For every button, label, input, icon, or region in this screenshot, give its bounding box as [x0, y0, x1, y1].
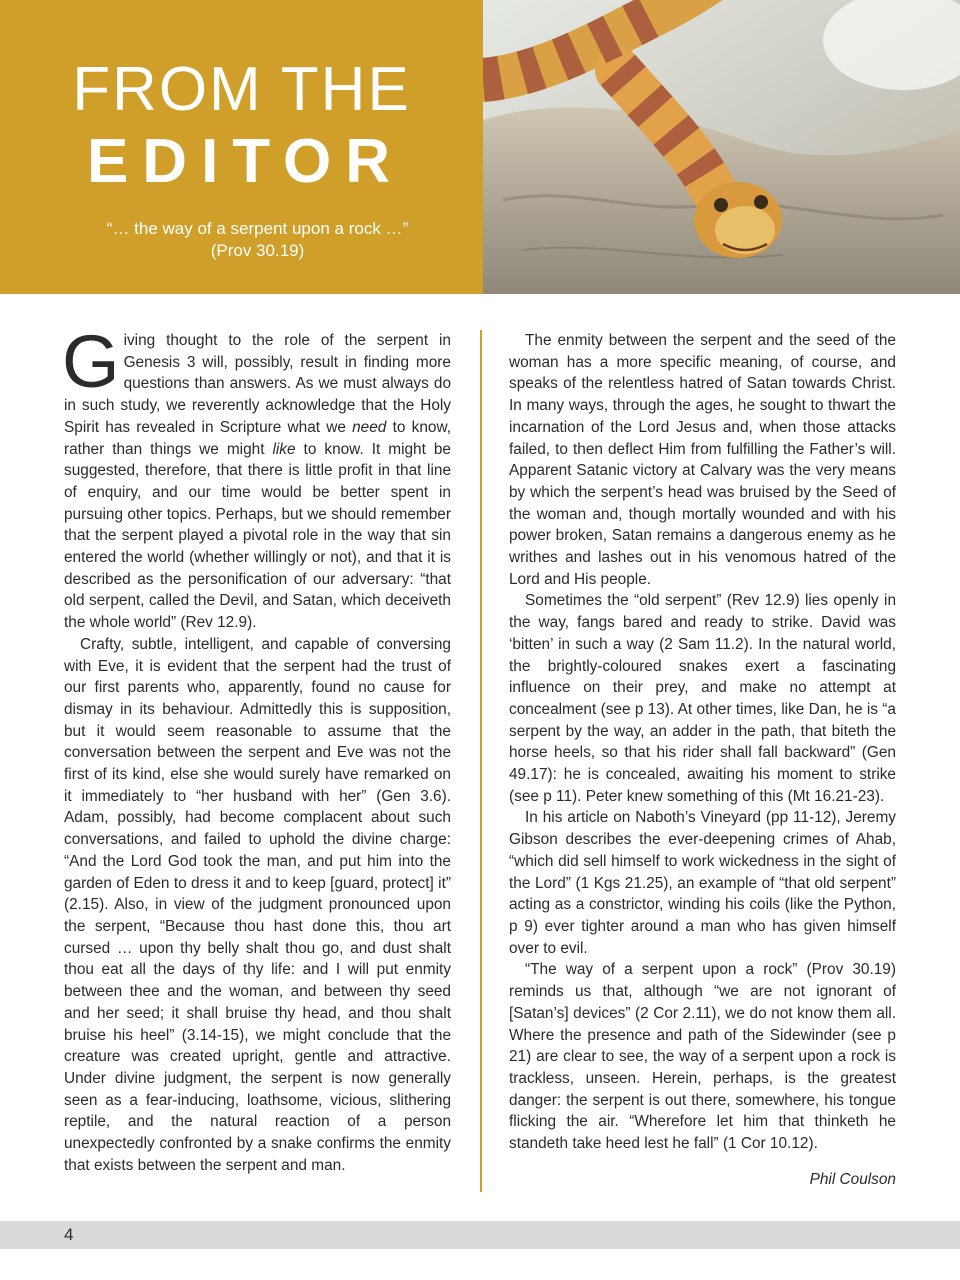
paragraph: Sometimes the “old serpent” (Rev 12.9) lies openly in the way, fangs bared and ready to strike. David was ‘bitten’ in such a way (2 Sam 11.2). In the natural world, the brightly-coloured snakes exert a fascinating influence on their prey, and make no attempt at concealment (see p 13). At other times, like Dan, he is “a serpent by the way, an adder in the path, that biteth the horse heels, so that his rider shall fall backward” (Gen 49.17): he is concealed, awaiting his moment to strike (see p 11). Peter knew something of this (Mt 16.21-23). — [509, 592, 896, 805]
footer-bar — [0, 1221, 960, 1249]
article-column-right — [509, 330, 896, 1190]
snake-on-rock-illustration — [483, 0, 960, 294]
quote-text: “… the way of a serpent upon a rock …” — [106, 219, 409, 238]
paragraph: “The way of a serpent upon a rock” (Prov 30.19) reminds us that, although “we are not ignorant of [Satan’s] devices” (2 Cor 2.11), we do not know them all. Where the presence and path of the Sidewinder (see p 21) are clear to see, the way of a serpent upon a rock is trackless, unseen. Herein, perhaps, is the greatest danger: the serpent is out there, somewhere, his tongue flicking the air. “Wherefore let him that thinketh he standeth take heed lest he fall” (1 Cor 10.12). — [509, 961, 896, 1153]
header-quote — [0, 218, 515, 262]
article-column-left — [62, 320, 451, 1176]
title-editor: EDITOR — [86, 127, 405, 196]
title-from-the: FROM THE — [72, 55, 411, 124]
paragraph: In his article on Naboth’s Vineyard (pp 11-12), Jeremy Gibson describes the ever-deepening crimes of Ahab, “which did sell himself to work wickedness in the sight of the Lord” (1 Kgs 21.25), an example of “that old serpent” acting as a constrictor, winding his coils (like the Python, p 9) ever tighter around a man who has given himself over to evil. — [509, 809, 896, 957]
paragraph: Giving thought to the role of the serpent in Genesis 3 will, possibly, result in finding more questions than answers. As we must always do in such study, we reverently acknowledge that the Holy Spirit has revealed in Scripture what we need to know, rather than things we might like to know. It might be suggested, therefore, that there is little profit in that line of enquiry, and our time would be better spent in pursuing other topics. Perhaps, but we should remember that the serpent played a pivotal role in the way that sin entered the world (whether willingly or not), and that it is described as the personification of our adversary: “that old serpent, called the Devil, and Satan, which deceiveth the whole world” (Rev 12.9). — [62, 320, 451, 632]
quote-reference: (Prov 30.19) — [210, 241, 305, 260]
snake-photo — [483, 0, 960, 294]
page-number: 4 — [64, 1225, 74, 1244]
header-panel — [0, 0, 483, 294]
paragraph: The enmity between the serpent and the seed of the woman has a more specific meaning, of course, and speaks of the relentless hatred of Satan towards Christ. In many ways, through the ages, he sought to thwart the incarnation of the Lord Jesus and, when those attacks failed, to then deflect Him from fulfilling the Father’s will. Apparent Satanic victory at Calvary was the very means by which the serpent’s head was bruised by the Seed of the woman and, though mortally wounded and with his power broken, Satan remains a dangerous enemy as he writhes and lashes out in his venomous hatred of the Lord and His people. — [509, 332, 896, 588]
author-signature: Phil Coulson — [809, 1170, 896, 1188]
column-divider — [480, 330, 482, 1192]
paragraph: Crafty, subtle, intelligent, and capable of conversing with Eve, it is evident that the serpent had the trust of our first parents who, apparently, found no cause for dismay in its behaviour. Admittedly this is supposition, but it would seem reasonable to assume that the conversation between the serpent and Eve was not the first of its kind, else she would surely have remarked on it immediately to “her husband with her” (Gen 3.6). Adam, possibly, had become complacent about such conversations, and failed to uphold the divine charge: “And the Lord God took the man, and put him into the garden of Eden to dress it and to keep [guard, protect] it” (2.15). Also, in view of the judgment pronounced upon the serpent, “Because thou hast done this, thou art cursed … upon thy belly shalt thou go, and dust shalt thou eat all the days of thy life: and I will put enmity between thee and the woman, and between thy seed and her seed; it shall bruise thy head, and thou shalt bruise his heel” (3.14-15), we might conclude that the creature was created upright, gentle and attractive. Under divine judgment, the serpent is now generally seen as a fear-inducing, loathsome, vicious, slithering reptile, and the natural reaction of a person unexpectedly confronted by a snake confirms the enmity that exists between the serpent and man. — [64, 635, 451, 1174]
drop-cap: G — [62, 320, 120, 403]
